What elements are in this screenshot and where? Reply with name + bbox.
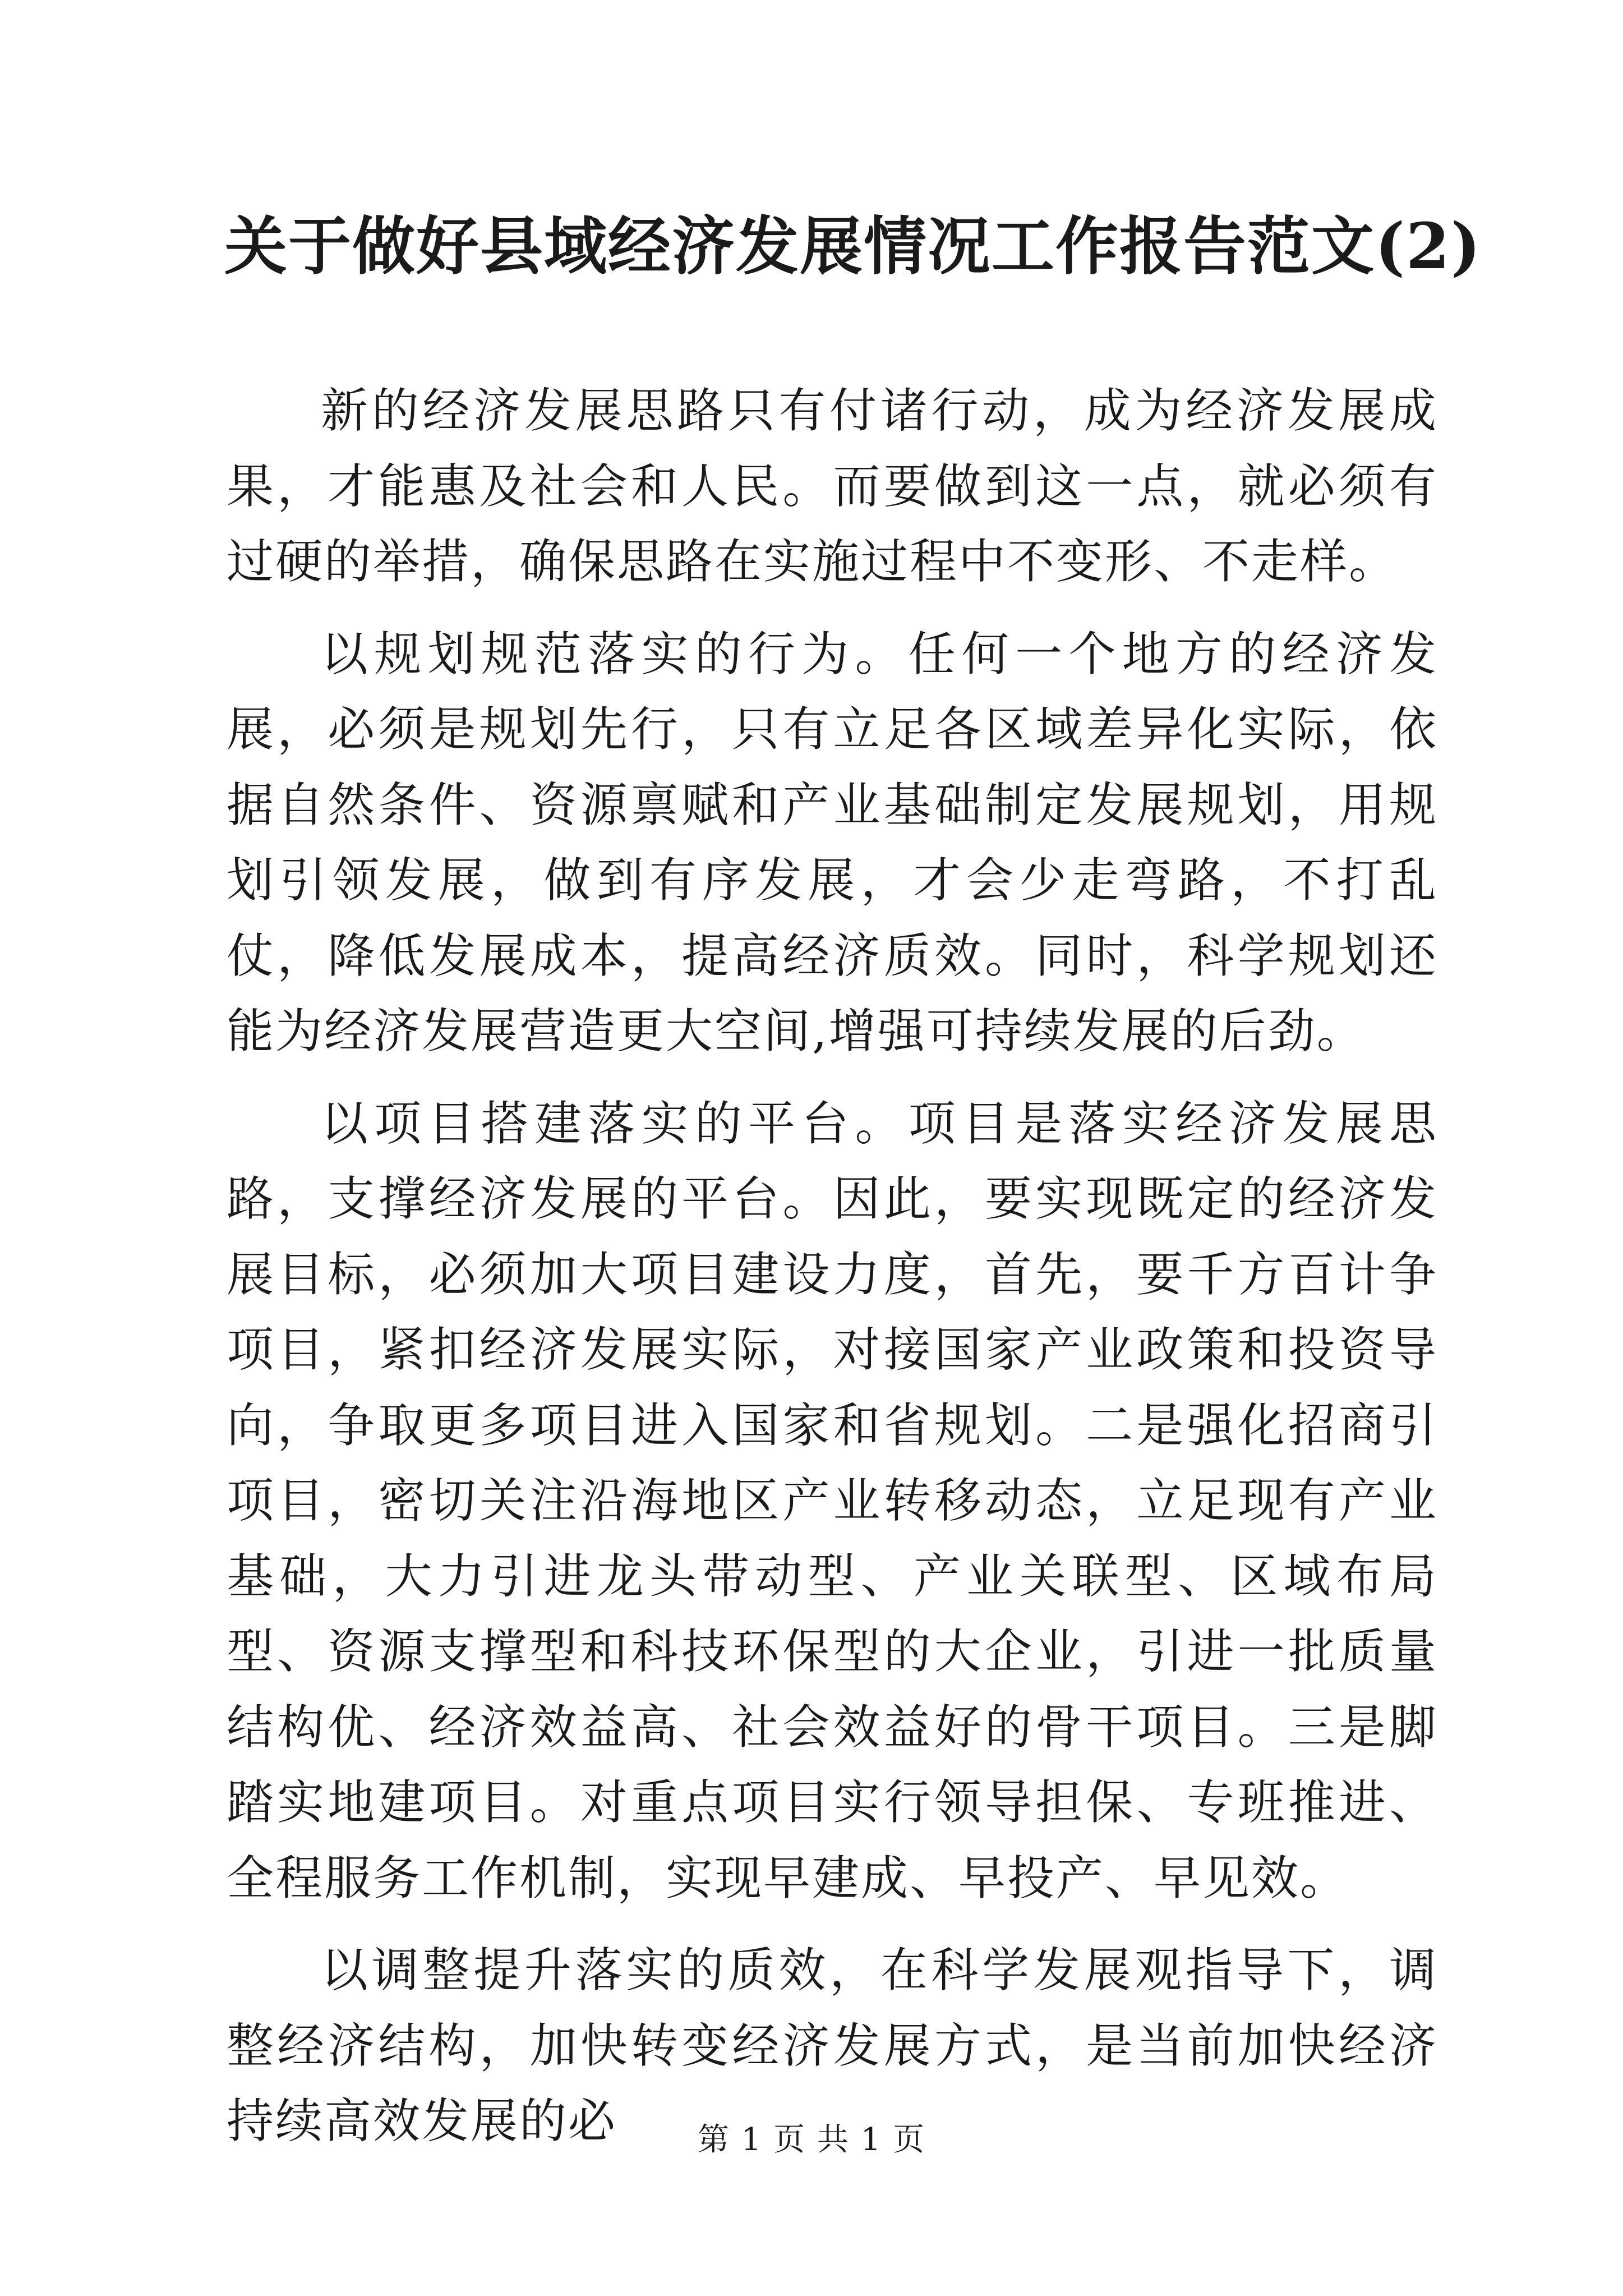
paragraph-planning: 以规划规范落实的行为。任何一个地方的经济发展，必须是规划先行，只有立足各区域差异化实际，依据自然条件、资源禀赋和产业基础制定发展规划，用规划引领发展，做到有序发展，才会少走弯路，不打乱仗，降低发展成本，提高经济质效。同时，科学规划还能为经济发展营造更大空间,增强可持续发展的后劲。 <box>227 626 1438 1059</box>
paragraph-intro: 新的经济发展思路只有付诸行动，成为经济发展成果，才能惠及社会和人民。而要做到这一点，就必须有过硬的举措，确保思路在实施过程中不变形、不走样。 <box>227 383 1438 589</box>
page-footer: 第 1 页 共 1 页 <box>697 2122 926 2158</box>
paragraph-projects: 以项目搭建落实的平台。项目是落实经济发展思路，支撑经济发展的平台。因此，要实现既定的经济发展目标，必须加大项目建设力度，首先，要千方百计争项目，紧扣经济发展实际，对接国家产业政策和投资导向，争取更多项目进入国家和省规划。二是强化招商引项目，密切关注沿海地区产业转移动态，立足现有产业基础，大力引进龙头带动型、产业关联型、区域布局型、资源支撑型和科技环保型的大企业，引进一批质量结构优、经济效益高、社会效益好的骨干项目。三是脚踏实地建项目。对重点项目实行领导担保、专班推进、全程服务工作机制，实现早建成、早投产、早见效。 <box>227 1096 1438 1906</box>
document-body <box>227 373 1438 2176</box>
document-title: 关于做好县域经济发展情况工作报告范文(2) <box>224 210 1482 283</box>
paragraph-adjustment: 以调整提升落实的质效，在科学发展观指导下，调整经济结构，加快转变经济发展方式，是当前加快经济持续高效发展的必 <box>227 1943 1438 2148</box>
